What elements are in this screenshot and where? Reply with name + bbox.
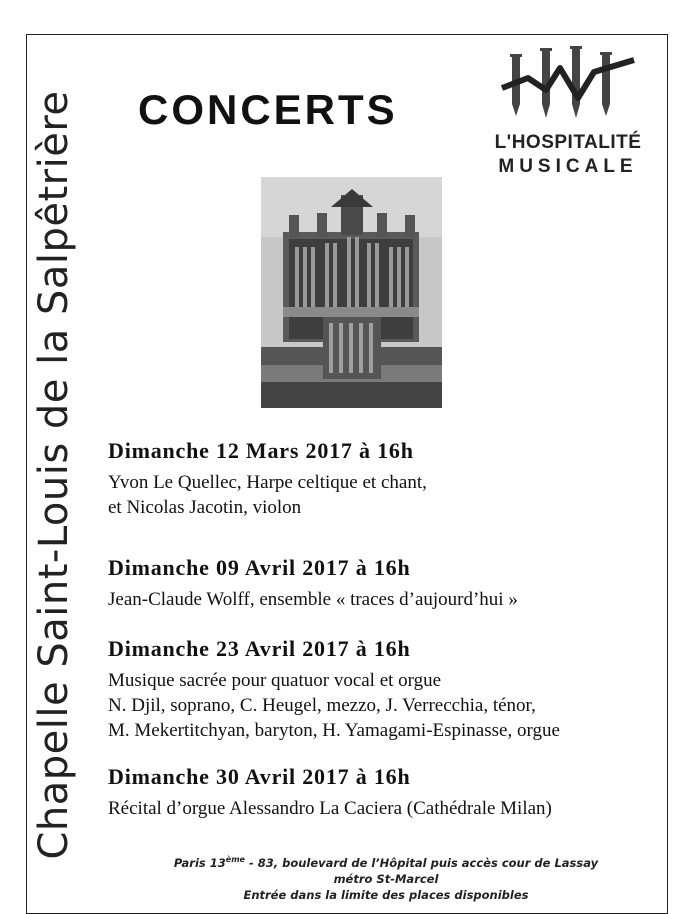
organ-photo — [261, 177, 442, 408]
hospitalite-musicale-logo — [478, 38, 658, 183]
event-4-date: Dimanche 30 Avril 2017 à 16h — [108, 764, 411, 789]
footer-metro: métro St-Marcel — [333, 871, 439, 886]
footer-address — [96, 852, 676, 871]
footer-address-text: - 83, boulevard de l’Hôpital puis accès cour de Lassay — [244, 855, 599, 870]
event-2-date: Dimanche 09 Avril 2017 à 16h — [108, 555, 411, 580]
footer-sup: ème — [225, 855, 245, 864]
event-1-line-1: Yvon Le Quellec, Harpe celtique et chant, — [108, 472, 427, 493]
logo-line-2: MUSICALE — [498, 156, 638, 177]
footer-entry: Entrée dans la limite des places disponibles — [243, 887, 529, 902]
event-2-line-1: Jean-Claude Wolff, ensemble « traces d’aujourd’hui » — [108, 589, 518, 610]
event-1-line-2: et Nicolas Jacotin, violon — [108, 497, 302, 518]
event-1 — [108, 438, 668, 520]
event-2 — [108, 555, 668, 612]
event-4-line-1: Récital d’orgue Alessandro La Caciera (Cathédrale Milan) — [108, 798, 552, 819]
organ-image-icon — [261, 177, 442, 408]
venue-title — [6, 90, 102, 860]
organ-pipes-logo-icon — [498, 38, 638, 128]
event-4 — [108, 764, 668, 821]
footer-city: Paris 13 — [173, 855, 226, 870]
footer-info — [96, 852, 676, 903]
logo-line-1: L'HOSPITALITÉ — [494, 132, 642, 153]
event-3-line-2: N. Djil, soprano, C. Heugel, mezzo, J. Verrecchia, ténor, — [108, 695, 536, 716]
event-1-date: Dimanche 12 Mars 2017 à 16h — [108, 438, 414, 463]
page-heading: CONCERTS — [138, 86, 398, 133]
event-3-line-3: M. Mekertitchyan, baryton, H. Yamagami-Espinasse, orgue — [108, 720, 560, 741]
venue-title-text: Chapelle Saint-Louis de la Salpêtrière — [31, 90, 77, 860]
event-3 — [108, 636, 668, 743]
event-3-date: Dimanche 23 Avril 2017 à 16h — [108, 636, 411, 661]
event-3-line-1: Musique sacrée pour quatuor vocal et orgue — [108, 670, 442, 691]
